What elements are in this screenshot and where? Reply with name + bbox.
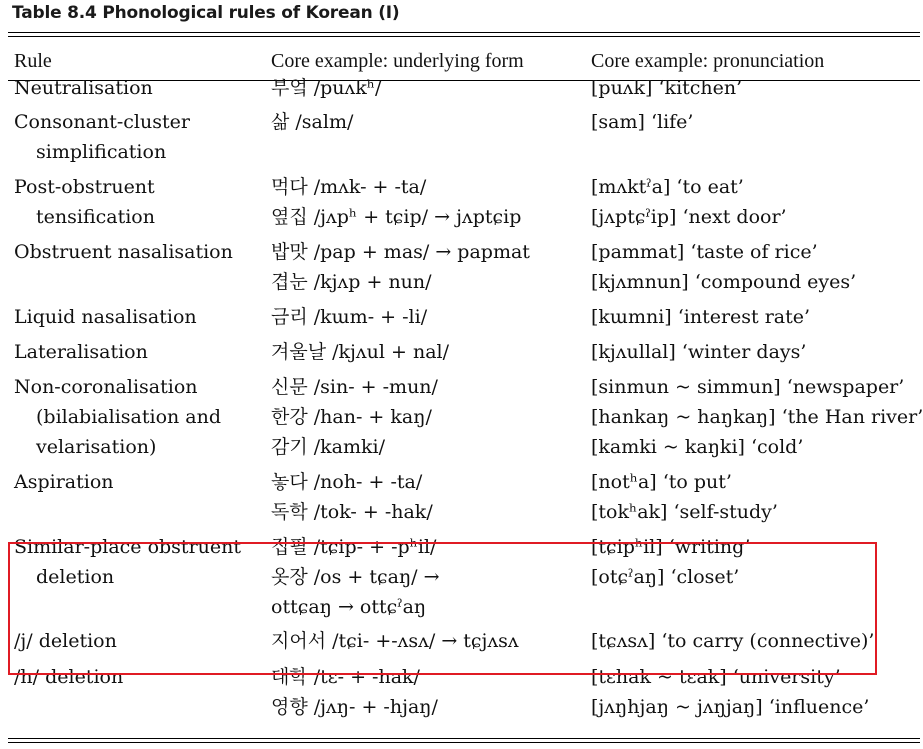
pronunciation-cell: [tɛhak ~ tɛak] ‘university’ — [591, 666, 841, 688]
bottom-rule-inner — [8, 738, 920, 739]
underlying-cell: 먹다 /mʌk- + -ta/ — [271, 176, 427, 198]
pronunciation-cell: [puʌk] ‘kitchen’ — [591, 77, 743, 99]
underlying-cell: 영향 /jʌŋ- + -hjaŋ/ — [271, 696, 438, 718]
table-row — [8, 372, 923, 462]
pronunciation-cell: [kɯmni] ‘interest rate’ — [591, 306, 811, 328]
underlying-cell: 겨울날 /kjʌul + nal/ — [271, 341, 449, 363]
underlying-cell: 놓다 /noh- + -ta/ — [271, 471, 423, 493]
table-row — [8, 532, 920, 622]
table-row — [8, 237, 920, 297]
table-row — [8, 467, 920, 527]
underlying-cell: 독학 /tok- + -hak/ — [271, 501, 433, 523]
underlying-cell: 감기 /kamki/ — [271, 436, 385, 458]
pronunciation-cell: [jʌptɕˀip] ‘next door’ — [591, 206, 787, 228]
underlying-cell: 금리 /kɯm- + -li/ — [271, 306, 428, 328]
underlying-cell: 대학 /tɛ- + -hak/ — [271, 666, 420, 688]
pronunciation-cell: [mʌktˀa] ‘to eat’ — [591, 176, 744, 198]
pronunciation-cell: [notʰa] ‘to put’ — [591, 471, 732, 493]
table-row — [8, 172, 920, 232]
rule-cell: Liquid nasalisation — [14, 306, 197, 328]
underlying-cell: 옆집 /jʌpʰ + tɕip/ → jʌptɕip — [271, 206, 522, 228]
top-rule — [8, 32, 920, 33]
rule-cell: /h/ deletion — [14, 666, 124, 688]
header-rule: Rule — [14, 50, 52, 72]
pronunciation-cell: [jʌŋhjaŋ ~ jʌŋjaŋ] ‘influence’ — [591, 696, 870, 718]
pronunciation-cell: [kamki ~ kaŋki] ‘cold’ — [591, 436, 804, 458]
pronunciation-cell: [otɕˀaŋ] ‘closet’ — [591, 566, 740, 588]
pronunciation-cell: [kjʌullal] ‘winter days’ — [591, 341, 807, 363]
table-row — [8, 662, 920, 722]
table-row — [8, 73, 920, 103]
rule-cell: Consonant-cluster — [14, 111, 190, 133]
table-row — [8, 302, 920, 332]
rule-cell: Obstruent nasalisation — [14, 241, 233, 263]
underlying-cell: 밥맛 /pap + mas/ → papmat — [271, 241, 530, 263]
rule-cell: Aspiration — [14, 471, 114, 493]
underlying-cell: 집필 /tɕip- + -pʰil/ — [271, 536, 437, 558]
rule-cell: Lateralisation — [14, 341, 148, 363]
rule-cell: Post-obstruent — [14, 176, 155, 198]
underlying-cell: 신문 /sin- + -mun/ — [271, 376, 438, 398]
underlying-cell: ottɕaŋ → ottɕˀaŋ — [271, 596, 427, 618]
top-rule-inner — [8, 36, 920, 37]
underlying-cell: 겹눈 /kjʌp + nun/ — [271, 271, 432, 293]
table-row — [8, 107, 920, 167]
underlying-cell: 한강 /han- + kaŋ/ — [271, 406, 432, 428]
underlying-cell: 삶 /salm/ — [271, 111, 354, 133]
table-row — [8, 626, 920, 656]
underlying-cell: 부엌 /puʌkʰ/ — [271, 77, 382, 99]
pronunciation-cell: [tokʰak] ‘self-study’ — [591, 501, 778, 523]
underlying-cell: 옷장 /os + tɕaŋ/ → — [271, 566, 440, 588]
rule-cell: Non-coronalisation — [14, 376, 198, 398]
rule-cell: Neutralisation — [14, 77, 153, 99]
table-row — [8, 337, 920, 367]
pronunciation-cell: [hankaŋ ~ haŋkaŋ] ‘the Han river’ — [591, 406, 923, 428]
pronunciation-cell: [kjʌmnun] ‘compound eyes’ — [591, 271, 857, 293]
table-caption: Table 8.4 Phonological rules of Korean (I) — [12, 3, 400, 23]
pronunciation-cell: [tɕipʰil] ‘writing’ — [591, 536, 751, 558]
bottom-rule — [8, 742, 920, 743]
header-pronunciation: Core example: pronunciation — [591, 50, 825, 72]
underlying-cell: 지어서 /tɕi- +-ʌsʌ/ → tɕjʌsʌ — [271, 630, 519, 652]
header-row — [8, 46, 920, 76]
rule-cell: deletion — [36, 566, 115, 588]
rule-cell: Similar-place obstruent — [14, 536, 242, 558]
rule-cell: tensification — [36, 206, 155, 228]
pronunciation-cell: [sinmun ~ simmun] ‘newspaper’ — [591, 376, 905, 398]
rule-cell: simplification — [36, 141, 167, 163]
rule-cell: velarisation) — [36, 436, 157, 458]
rule-cell: /j/ deletion — [14, 630, 117, 652]
pronunciation-cell: [pammat] ‘taste of rice’ — [591, 241, 818, 263]
pronunciation-cell: [tɕʌsʌ] ‘to carry (connective)’ — [591, 630, 875, 652]
rule-cell: (bilabialisation and — [36, 406, 222, 428]
header-underlying: Core example: underlying form — [271, 50, 524, 72]
pronunciation-cell: [sam] ‘life’ — [591, 111, 694, 133]
